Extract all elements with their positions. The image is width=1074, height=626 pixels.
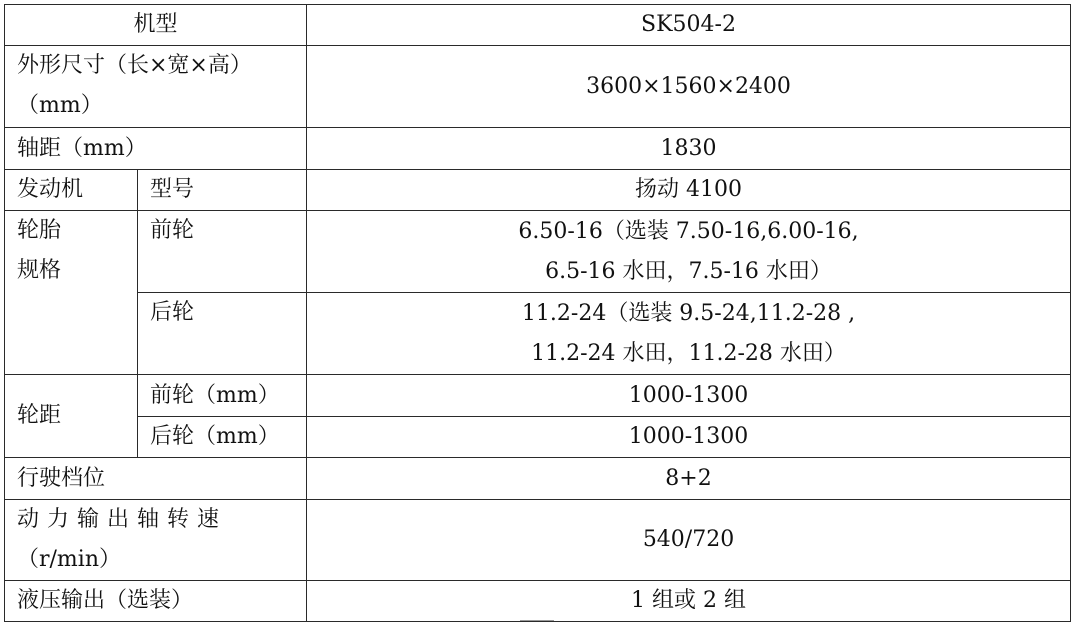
table-row [5,293,1071,375]
tire-rear-label: 后轮 [138,293,307,375]
tire-rear-value-line2: 11.2-24 水田，11.2-28 水田） [531,340,846,366]
dimensions-value: 3600×1560×2400 [307,46,1071,128]
pto-label-line1: 动力输出轴转速 [17,507,228,532]
track-front-label: 前轮（mm） [138,375,307,417]
pto-label-line2: （r/min） [17,547,121,572]
table-row [5,500,1071,581]
spec-table [4,4,1071,622]
pto-value: 540/720 [307,500,1071,581]
gears-label: 行驶档位 [5,458,307,500]
table-row [5,211,1071,293]
tire-rear-value-line1: 11.2-24（选装 9.5-24,11.2-28 , [521,300,856,326]
tire-rear-value [307,293,1071,375]
tire-front-value-line1: 6.50-16（选装 7.50-16,6.00-16, [518,218,859,244]
table-row [5,170,1071,211]
dimensions-label-line2: （mm） [17,93,103,118]
track-label: 轮距 [5,375,138,458]
pto-label [5,500,307,581]
underline-mark [520,620,554,621]
track-rear-label: 后轮（mm） [138,417,307,458]
model-value: SK504-2 [307,5,1071,46]
table-row [5,581,1071,622]
model-label: 机型 [5,5,307,46]
table-row [5,417,1071,458]
table-row [5,458,1071,500]
track-front-value: 1000-1300 [307,375,1071,417]
track-rear-value: 1000-1300 [307,417,1071,458]
hydraulic-value: 1 组或 2 组 [307,581,1071,622]
tire-label-line1: 轮胎 [17,218,62,243]
dimensions-label [5,46,307,128]
table-row [5,375,1071,417]
hydraulic-label: 液压输出（选装） [5,581,307,622]
wheelbase-label: 轴距（mm） [5,128,307,170]
gears-value: 8+2 [307,458,1071,500]
tire-front-value-line2: 6.5-16 水田，7.5-16 水田） [545,258,832,284]
engine-model-label: 型号 [138,170,307,211]
tire-front-value [307,211,1071,293]
table-row [5,128,1071,170]
tire-label [5,211,138,375]
table-row [5,5,1071,46]
tire-label-line2: 规格 [17,258,62,283]
engine-value: 扬动 4100 [307,170,1071,211]
table-row [5,46,1071,128]
wheelbase-value: 1830 [307,128,1071,170]
tire-front-label: 前轮 [138,211,307,293]
engine-label: 发动机 [5,170,138,211]
dimensions-label-line1: 外形尺寸（长×宽×高） [17,53,252,78]
